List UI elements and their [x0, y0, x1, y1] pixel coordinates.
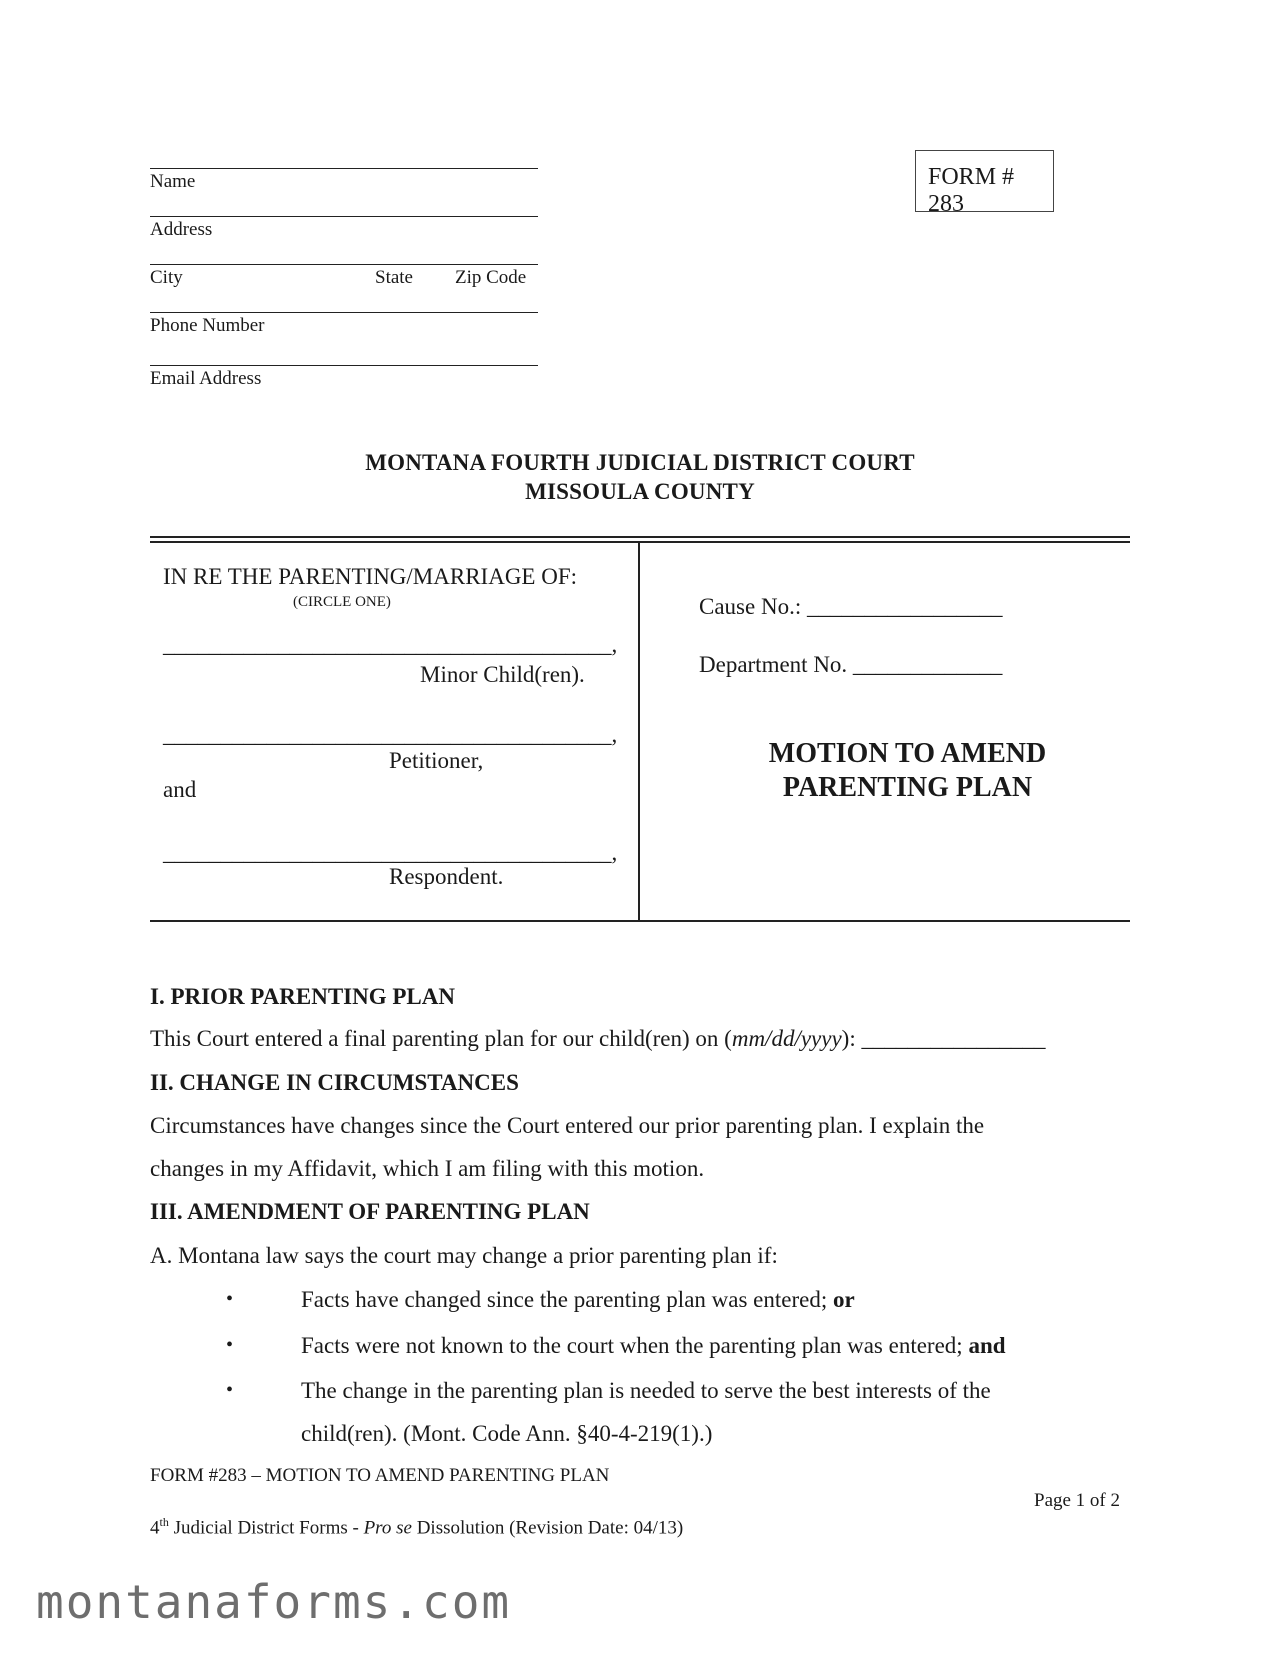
- section-1-heading: I. PRIOR PARENTING PLAN: [150, 984, 455, 1009]
- name-label: Name: [150, 171, 196, 192]
- section-1-text: [150, 1026, 1045, 1052]
- bullet-3-continued: child(ren). (Mont. Code Ann. §40-4-219(1).): [301, 1421, 713, 1446]
- bullet-3-text: The change in the parenting plan is needed to serve the best interests of the: [301, 1378, 991, 1403]
- bullet-3: [301, 1378, 991, 1404]
- and-label: and: [163, 777, 197, 802]
- bullet-1-text: Facts have changed since the parenting plan was entered;: [301, 1287, 833, 1312]
- address-line: [150, 216, 538, 217]
- caption-top-rule-2: [150, 541, 1130, 543]
- section-2-heading: II. CHANGE IN CIRCUMSTANCES: [150, 1070, 519, 1095]
- phone-label: Phone Number: [150, 315, 265, 336]
- footer-district-b: Dissolution (Revision Date: 04/13): [411, 1517, 684, 1539]
- footer-pro-se: Pro se: [363, 1517, 412, 1539]
- footer-form-line: FORM #283 – MOTION TO AMEND PARENTING PLAN: [150, 1465, 610, 1486]
- bullet-2-text: Facts were not known to the court when the parenting plan was entered;: [301, 1333, 969, 1358]
- respondent-blank: _______________________________________,: [163, 840, 618, 865]
- footer-page-number: Page 1 of 2: [1034, 1490, 1121, 1511]
- department-number: Department No. _____________: [699, 652, 1003, 677]
- bullet-2-conj: and: [968, 1333, 1006, 1358]
- bullet-icon: •: [226, 1288, 234, 1310]
- motion-title-line1: MOTION TO AMEND: [768, 738, 1047, 769]
- minor-blank: _______________________________________,: [163, 632, 618, 657]
- section-3-item-a: A. Montana law says the court may change a prior parenting plan if:: [150, 1243, 778, 1268]
- zip-label: Zip Code: [455, 267, 527, 288]
- cause-number: Cause No.: _________________: [699, 594, 1003, 619]
- section-2-line2: changes in my Affidavit, which I am filing with this motion.: [150, 1156, 705, 1181]
- footer-district-line: [150, 1515, 683, 1539]
- circle-one-note: (CIRCLE ONE): [293, 594, 391, 610]
- respondent-label: Respondent.: [389, 864, 504, 889]
- petitioner-blank: _______________________________________,: [163, 722, 618, 747]
- motion-title-line2: PARENTING PLAN: [782, 772, 1033, 803]
- site-watermark: montanaforms.com: [36, 1575, 512, 1629]
- bullet-icon: •: [226, 1334, 234, 1356]
- in-re-heading: IN RE THE PARENTING/MARRIAGE OF:: [163, 564, 578, 589]
- court-name: MONTANA FOURTH JUDICIAL DISTRICT COURT: [365, 450, 915, 475]
- email-label: Email Address: [150, 368, 262, 389]
- bullet-2: [301, 1333, 1006, 1359]
- bullet-1: [301, 1287, 855, 1313]
- section-1-text-b: ): ________________: [841, 1026, 1046, 1051]
- footer-district-num: 4: [150, 1517, 160, 1539]
- bullet-1-conj: or: [833, 1287, 855, 1312]
- caption-top-rule: [150, 536, 1130, 538]
- name-line: [150, 168, 538, 169]
- email-line: [150, 365, 538, 366]
- petitioner-label: Petitioner,: [389, 748, 484, 773]
- court-county: MISSOULA COUNTY: [525, 479, 755, 504]
- state-label: State: [375, 267, 413, 288]
- bullet-icon: •: [226, 1379, 234, 1401]
- footer-district-a: Judicial District Forms -: [168, 1517, 364, 1539]
- form-number-box: FORM # 283: [915, 150, 1054, 212]
- footer-district-sup: th: [159, 1515, 169, 1529]
- address-label: Address: [150, 219, 213, 240]
- city-line: [150, 264, 538, 265]
- section-2-line1: Circumstances have changes since the Court entered our prior parenting plan. I explain the: [150, 1113, 985, 1138]
- phone-line: [150, 312, 538, 313]
- date-format-hint: mm/dd/yyyy: [731, 1026, 842, 1051]
- section-3-heading: III. AMENDMENT OF PARENTING PLAN: [150, 1199, 590, 1224]
- section-1-text-a: This Court entered a final parenting plan for our child(ren) on (: [150, 1026, 732, 1051]
- caption-divider: [638, 543, 640, 921]
- city-label: City: [150, 267, 183, 288]
- minor-label: Minor Child(ren).: [420, 662, 585, 687]
- caption-bottom-rule: [150, 920, 1130, 922]
